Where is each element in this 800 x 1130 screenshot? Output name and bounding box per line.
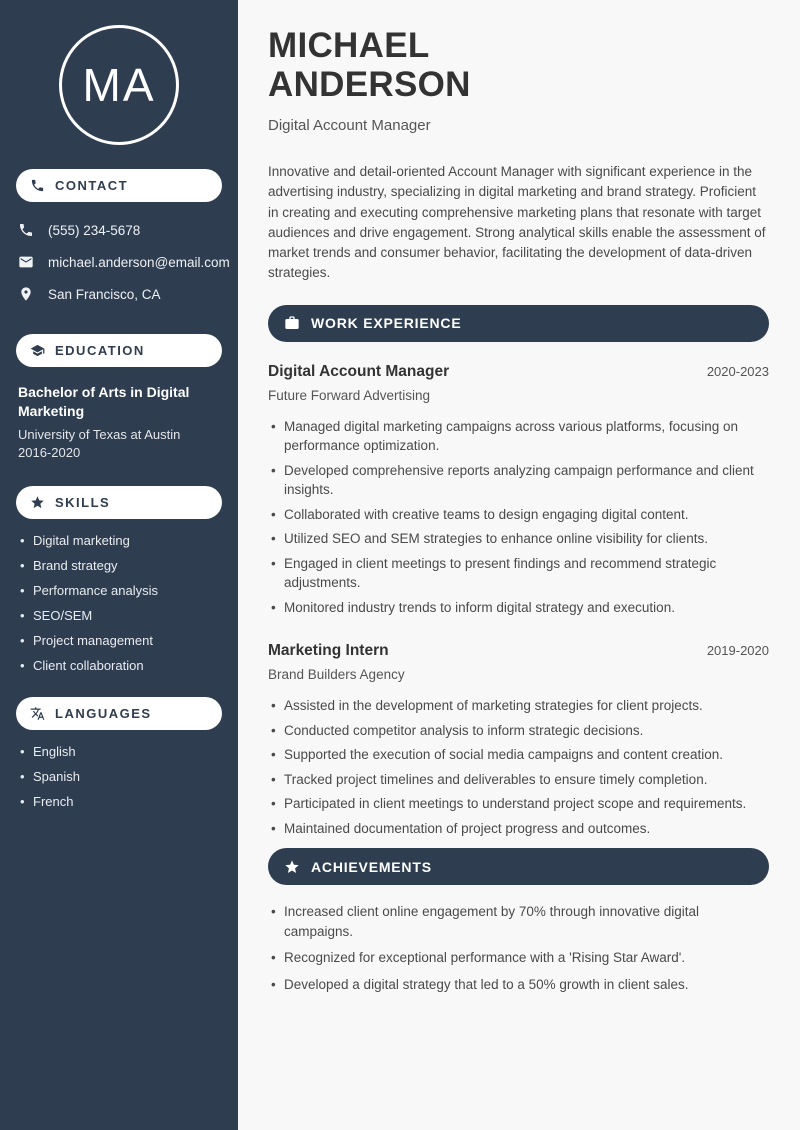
skill-item: • Client collaboration	[18, 658, 220, 673]
last-name: ANDERSON	[268, 65, 471, 104]
job-dates: 2019-2020	[706, 643, 769, 659]
phone-number: (555) 234-5678	[48, 222, 141, 238]
job-dates: 2020-2023	[706, 363, 769, 379]
achievements-section-title: ACHIEVEMENTS	[311, 858, 432, 875]
achievement-bullet: • Developed a digital strategy that led to a 50% growth in client sales.	[268, 975, 769, 995]
job-role: Marketing Intern	[268, 642, 389, 660]
achievements-list	[268, 902, 769, 994]
mail-icon	[18, 254, 34, 270]
phone-icon	[30, 178, 45, 193]
job-role: Digital Account Manager	[268, 362, 450, 380]
briefcase-icon	[284, 315, 300, 331]
email-address: michael.anderson@email.com	[48, 254, 230, 270]
skill-item: • SEO/SEM	[18, 608, 220, 623]
language-item: • Spanish	[18, 769, 220, 784]
skill-item: • Project management	[18, 633, 220, 648]
job-bullet: • Tracked project timelines and deliverables to ensure timely completion.	[268, 770, 769, 790]
contact-section-header	[16, 169, 222, 202]
contact-item-phone	[16, 214, 222, 246]
skills-section-title: SKILLS	[55, 495, 111, 510]
job-title-subtitle: Digital Account Manager	[268, 117, 431, 134]
job-company: Brand Builders Agency	[268, 667, 405, 683]
job-bullet: • Supported the execution of social media campaigns and content creation.	[268, 745, 769, 765]
work-experience-section-title: WORK EXPERIENCE	[311, 315, 462, 332]
page-title	[268, 26, 769, 104]
job-bullet-list	[268, 417, 769, 618]
job-bullet: • Collaborated with creative teams to design engaging digital content.	[268, 505, 769, 525]
language-item: • French	[18, 794, 220, 809]
work-experience-section-header	[268, 305, 769, 342]
avatar-initials: MA	[82, 59, 156, 111]
job-bullet: • Assisted in the development of marketing strategies for client projects.	[268, 696, 769, 716]
language-item: • English	[18, 744, 220, 759]
translate-icon	[30, 706, 45, 721]
location-pin-icon	[18, 286, 34, 302]
education-section-header	[16, 334, 222, 367]
sidebar	[0, 0, 238, 1130]
languages-list	[16, 744, 222, 809]
job-bullet: • Maintained documentation of project progress and outcomes.	[268, 819, 769, 839]
job-bullet: • Developed comprehensive reports analyzing campaign performance and client insights.	[268, 461, 769, 500]
job-header	[268, 363, 769, 381]
skill-item: • Brand strategy	[18, 558, 220, 573]
job-bullet-list	[268, 696, 769, 838]
achievements-section-header	[268, 848, 769, 885]
education-years: 2016-2020	[18, 445, 81, 460]
job-entry	[268, 363, 769, 618]
job-bullet: • Conducted competitor analysis to inform strategic decisions.	[268, 721, 769, 741]
job-bullet: • Utilized SEO and SEM strategies to enhance online visibility for clients.	[268, 529, 769, 549]
avatar-wrap	[16, 25, 222, 145]
skills-section-header	[16, 486, 222, 519]
job-header	[268, 642, 769, 660]
contact-list	[16, 214, 230, 310]
skill-item: • Performance analysis	[18, 583, 220, 598]
location-text: San Francisco, CA	[48, 286, 161, 302]
contact-item-location	[16, 278, 222, 310]
main-content	[238, 0, 800, 1130]
job-entry	[268, 642, 769, 838]
star-icon	[284, 859, 300, 875]
skills-list	[16, 533, 222, 673]
job-company: Future Forward Advertising	[268, 387, 431, 403]
achievement-bullet: • Increased client online engagement by 70% through innovative digital campaigns.	[268, 902, 769, 941]
skill-item: • Digital marketing	[18, 533, 220, 548]
languages-section-title: LANGUAGES	[55, 706, 152, 721]
contact-section-title: CONTACT	[55, 178, 129, 193]
phone-icon	[18, 222, 34, 238]
avatar	[59, 25, 179, 145]
first-name: MICHAEL	[268, 26, 430, 65]
achievement-bullet: • Recognized for exceptional performance with a 'Rising Star Award'.	[268, 948, 769, 968]
education-degree: Bachelor of Arts in Digital Marketing	[18, 384, 190, 419]
job-bullet: • Managed digital marketing campaigns across various platforms, focusing on performance optimization.	[268, 417, 769, 456]
education-school: University of Texas at Austin	[18, 427, 181, 442]
contact-item-email	[16, 246, 230, 278]
graduation-cap-icon	[30, 343, 45, 358]
education-section-title: EDUCATION	[55, 343, 145, 358]
job-bullet: • Monitored industry trends to inform digital strategy and execution.	[268, 598, 769, 618]
star-icon	[30, 495, 45, 510]
education-entry	[16, 383, 222, 462]
job-bullet: • Participated in client meetings to understand project scope and requirements.	[268, 794, 769, 814]
languages-section-header	[16, 697, 222, 730]
professional-summary: Innovative and detail-oriented Account Manager with significant experience in the advertising industry, specializing in digital marketing and brand strategy. Proficient in creating and executing comprehensive marketing plans that resonate with target audiences and drive engagement. Strong analytical skills enable the assessment of market trends and consumer behavior, facilitating the development of data-driven strategies.	[268, 164, 766, 281]
job-bullet: • Engaged in client meetings to present findings and recommend strategic adjustments.	[268, 554, 769, 593]
